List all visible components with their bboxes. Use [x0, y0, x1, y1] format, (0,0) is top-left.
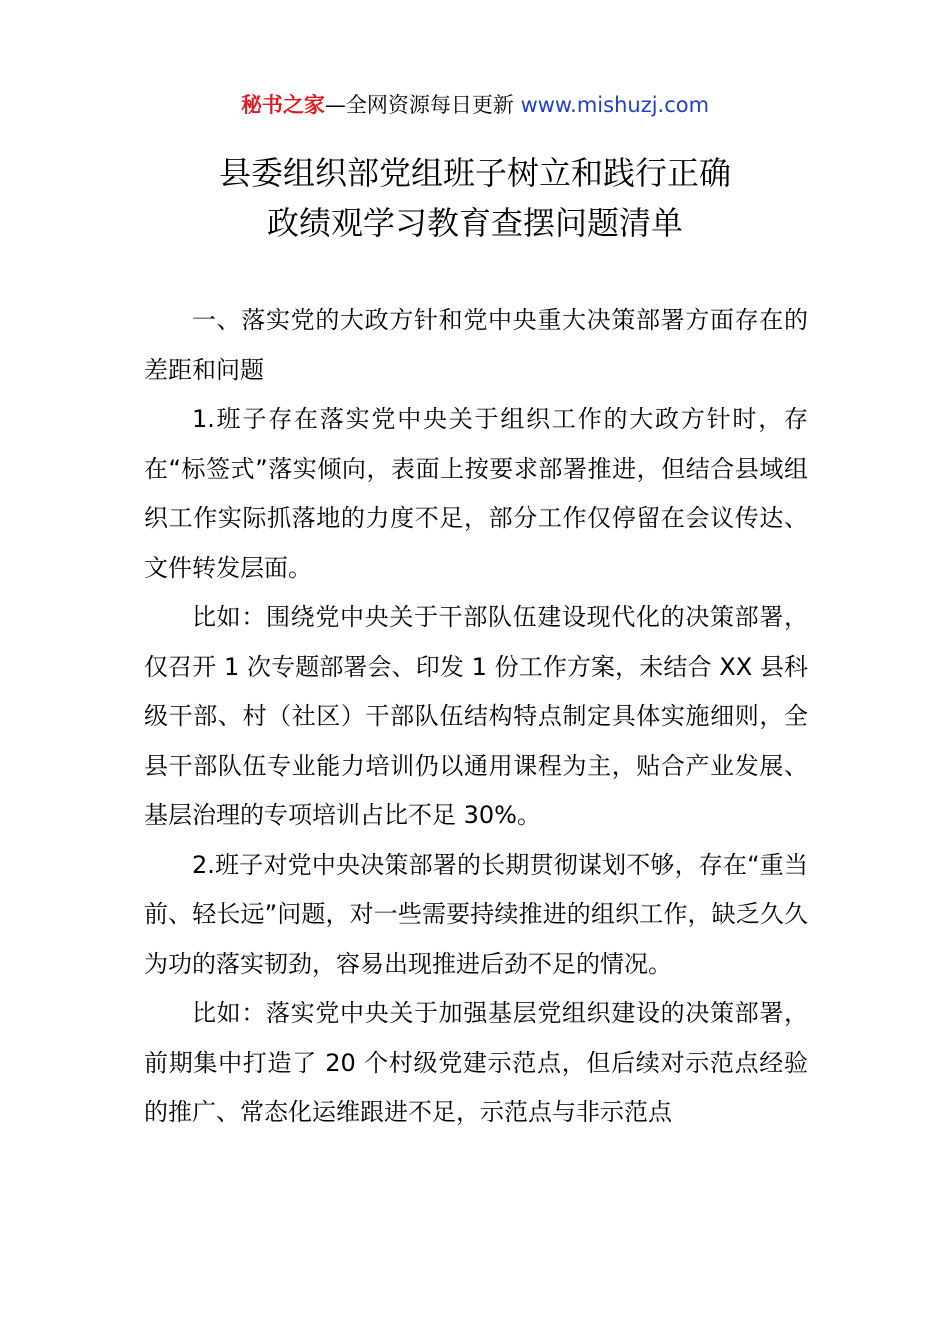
- section-heading: 一、落实党的大政方针和党中央重大决策部署方面存在的差距和问题: [144, 306, 808, 384]
- paragraph-1: 1.班子存在落实党中央关于组织工作的大政方针时，存在“标签式”落实倾向，表面上按要求部署推进，但结合县域组织工作实际抓落地的力度不足，部分工作仅停留在会议传达、文件转发层面。: [144, 405, 808, 582]
- paragraph-2: 2.班子对党中央决策部署的长期贯彻谋划不够，存在“重当前、轻长远”问题，对一些需要持续推进的组织工作，缺乏久久为功的落实韧劲，容易出现推进后劲不足的情况。: [144, 850, 808, 978]
- title-line-2: 政绩观学习教育查摆问题清单: [266, 204, 683, 242]
- site-header: [0, 90, 950, 120]
- paragraph-example-1: 比如：围绕党中央关于干部队伍建设现代化的决策部署，仅召开 1 次专题部署会、印发 1 份工作方案，未结合 XX 县科级干部、村（社区）干部队伍结构特点制定具体实施细则，全县干部队伍专业能力培训仍以通用课程为主，贴合产业发展、基层治理的专项培训占比不足 30%。: [144, 603, 808, 829]
- paragraph-example-2: 比如：落实党中央关于加强基层党组织建设的决策部署，前期集中打造了 20 个村级党建示范点，但后续对示范点经验的推广、常态化运维跟进不足，示范点与非示范点: [144, 999, 808, 1126]
- document-body: [144, 296, 808, 1138]
- site-tagline: —全网资源每日更新: [324, 93, 521, 117]
- site-url-link[interactable]: www.mishuzj.com: [520, 93, 710, 117]
- document-title: [0, 148, 950, 248]
- site-brand: 秘书之家: [240, 93, 325, 117]
- title-line-1: 县委组织部党组班子树立和践行正确: [218, 154, 731, 192]
